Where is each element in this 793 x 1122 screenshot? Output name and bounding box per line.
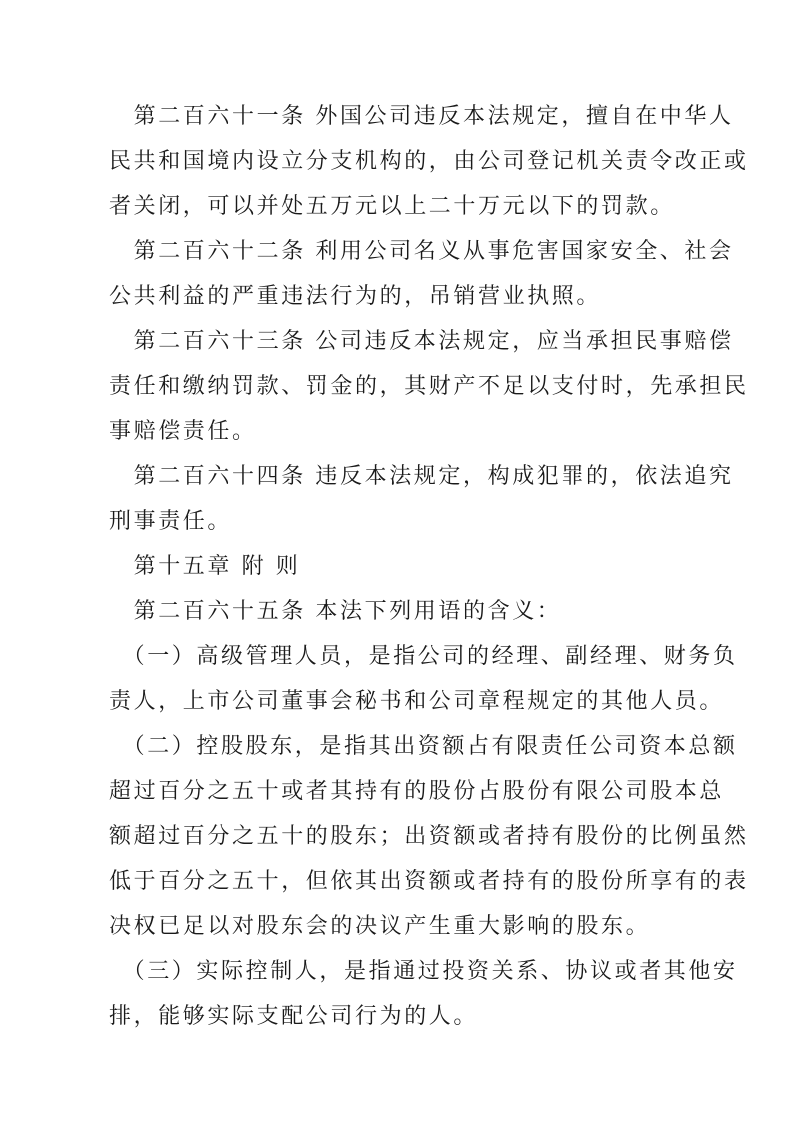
document-body [109,94,749,1039]
text-line: 公共利益的严重违法行为的，吊销营业执照。 [109,284,602,309]
text-line: 者关闭，可以并处五万元以上二十万元以下的罚款。 [109,194,675,219]
text-line: 第二百六十二条 利用公司名义从事危害国家安全、社会 [109,239,734,264]
text-line: 第二百六十三条 公司违反本法规定，应当承担民事赔偿 [109,329,734,354]
text-line: 民共和国境内设立分支机构的，由公司登记机关责令改正或 [109,149,749,174]
text-line: 决权已足以对股东会的决议产生重大影响的股东。 [109,914,651,939]
text-line: （一）高级管理人员，是指公司的经理、副经理、财务负 [109,644,738,669]
text-line: 第二百六十四条 违反本法规定，构成犯罪的，依法追究 [109,464,734,489]
text-line: 第二百六十五条 本法下列用语的含义： [109,599,562,624]
text-line: 责任和缴纳罚款、罚金的，其财产不足以支付时，先承担民 [109,374,749,399]
text-line: 刑事责任。 [109,509,233,534]
text-line: 事赔偿责任。 [109,419,257,444]
text-line: 超过百分之五十或者其持有的股份占股份有限公司股本总 [109,779,725,804]
chapter-heading: 第十五章 附 则 [109,554,301,579]
text-line: 责人，上市公司董事会秘书和公司章程规定的其他人员。 [109,689,725,714]
text-line: 排，能够实际支配公司行为的人。 [109,1004,479,1029]
text-line: 额超过百分之五十的股东；出资额或者持有股份的比例虽然 [109,824,749,849]
text-line: 低于百分之五十，但依其出资额或者持有的股份所享有的表 [109,869,749,894]
text-line: 第二百六十一条 外国公司违反本法规定，擅自在中华人 [109,104,734,129]
text-line: （三）实际控制人，是指通过投资关系、协议或者其他安 [109,959,738,984]
text-line: （二）控股股东，是指其出资额占有限责任公司资本总额 [109,734,738,759]
